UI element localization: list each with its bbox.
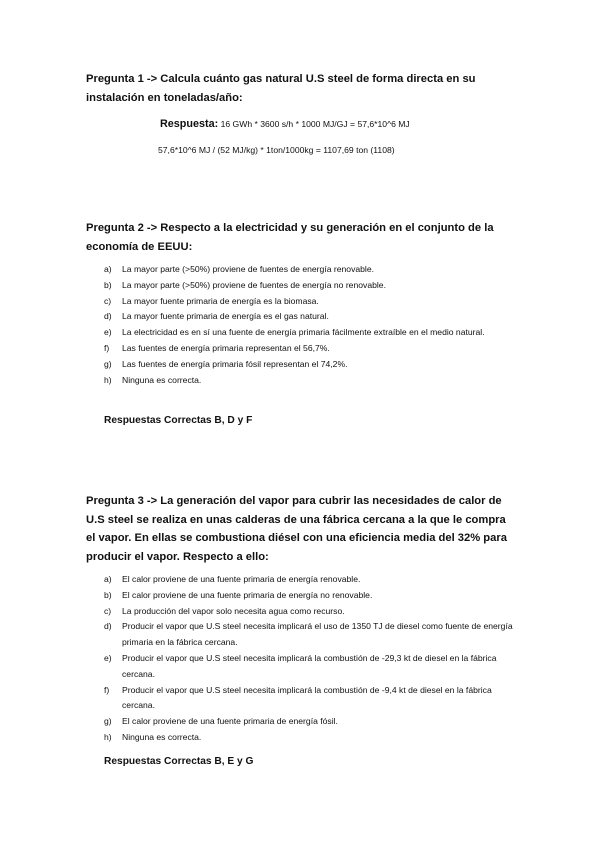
question-3-answer: Respuestas Correctas B, E y G bbox=[104, 756, 254, 767]
question-1-response-line-2: 57,6*10^6 MJ / (52 MJ/kg) * 1ton/1000kg = 1107,69 ton (1108) bbox=[158, 145, 395, 155]
question-2-options bbox=[104, 262, 524, 388]
response-calculation-1: 16 GWh * 3600 s/h * 1000 MJ/GJ = 57,6*10^6 MJ bbox=[220, 119, 410, 129]
question-1-response-line-1 bbox=[160, 118, 410, 130]
question-2-answer: Respuestas Correctas B, D y F bbox=[104, 415, 253, 426]
question-3-options bbox=[104, 572, 524, 746]
question-2-option: c) La mayor fuente primaria de energía es la biomasa. bbox=[104, 295, 319, 306]
question-3-option: a) El calor proviene de una fuente primaria de energía renovable. bbox=[104, 574, 361, 584]
question-2-option: h) Ninguna es correcta. bbox=[104, 374, 202, 385]
question-2-option: g) Las fuentes de energía primaria fósil representan el 74,2%. bbox=[104, 358, 348, 369]
question-3-option: d) Producir el vapor que U.S steel necesita implicará el uso de 1350 TJ de diesel como fuente de energía primaria en la fábrica cercana. bbox=[104, 621, 513, 648]
question-3-title: Pregunta 3 -> La generación del vapor para cubrir las necesidades de calor de U.S steel se realiza en unas calderas de una fábrica cercana a la que le compra el vapor. En ellas se combustiona diésel con una eficiencia media del 32% para producir el vapor. Respecto a ello: bbox=[86, 495, 507, 563]
question-3-option: c) La producción del vapor solo necesita agua como recurso. bbox=[104, 605, 345, 616]
question-2-option: a) La mayor parte (>50%) proviene de fuentes de energía renovable. bbox=[104, 264, 375, 274]
question-3-option: b) El calor proviene de una fuente primaria de energía no renovable. bbox=[104, 589, 373, 600]
question-3-option: g) El calor proviene de una fuente primaria de energía fósil. bbox=[104, 716, 338, 727]
response-label: Respuesta: bbox=[160, 118, 219, 130]
question-2-option: b) La mayor parte (>50%) proviene de fuentes de energía no renovable. bbox=[104, 279, 386, 290]
question-3-option: e) Producir el vapor que U.S steel necesita implicará la combustión de -29,3 kt de diesel en la fábrica cercana. bbox=[104, 652, 497, 679]
question-1-title: Pregunta 1 -> Calcula cuánto gas natural U.S steel de forma directa en su instalación en toneladas/año: bbox=[86, 73, 476, 104]
question-2-option: f) Las fuentes de energía primaria representan el 56,7%. bbox=[104, 342, 330, 353]
question-3-option: f) Producir el vapor que U.S steel necesita implicará la combustión de -9,4 kt de diesel en la fábrica cercana. bbox=[104, 684, 492, 711]
question-2-option: d) La mayor fuente primaria de energía es el gas natural. bbox=[104, 311, 329, 322]
question-3-option: h) Ninguna es correcta. bbox=[104, 731, 202, 742]
question-2-title: Pregunta 2 -> Respecto a la electricidad y su generación en el conjunto de la economía de EEUU: bbox=[86, 222, 494, 253]
question-2-option: e) La electricidad es en sí una fuente de energía primaria fácilmente extraíble en el medio natural. bbox=[104, 327, 485, 338]
